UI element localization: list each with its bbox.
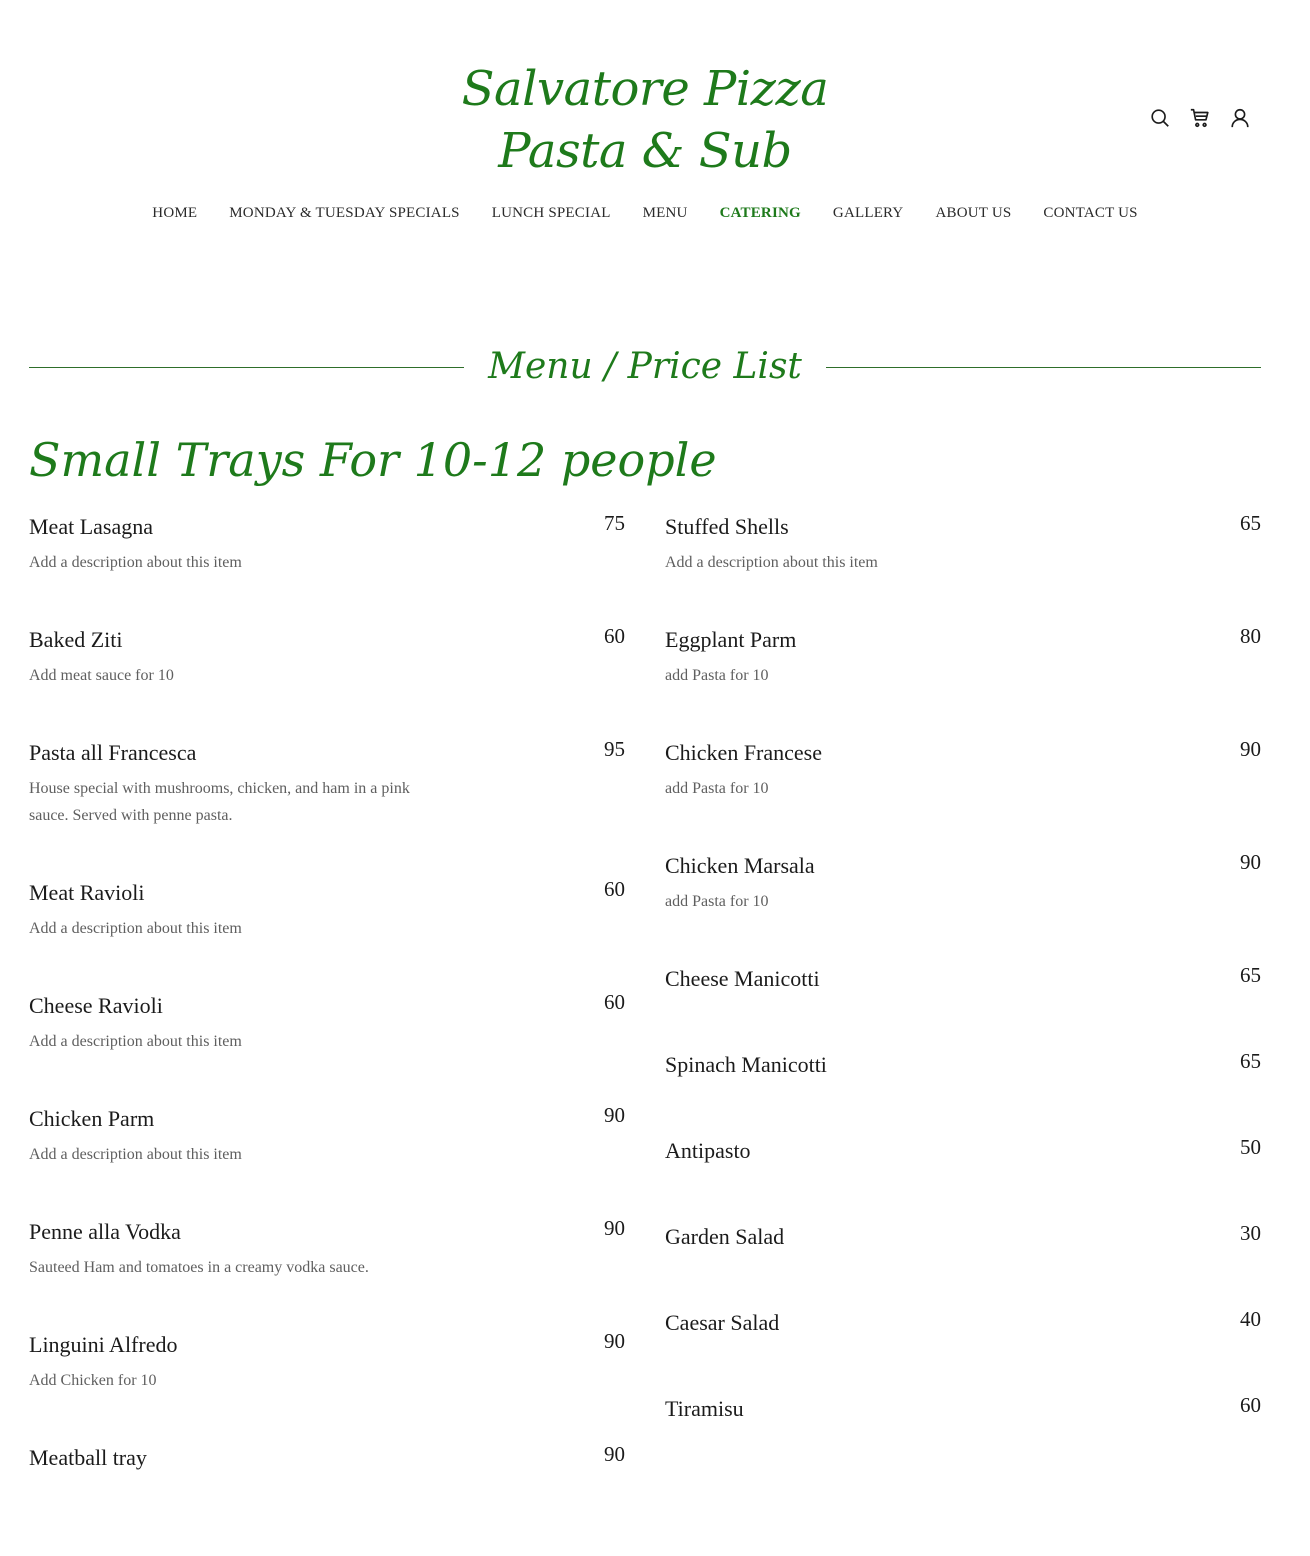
site-title[interactable]: Salvatore Pizza Pasta & Sub [461,61,829,179]
nav-contact-us[interactable]: CONTACT US [1043,205,1138,221]
item-price: 90 [1240,737,1261,761]
menu-item [29,625,625,738]
menu-item [665,738,1261,851]
item-name: Meatball tray [29,1445,147,1470]
item-price: 90 [604,1329,625,1353]
item-name: Cheese Manicotti [665,966,820,991]
item-price: 65 [1240,963,1261,987]
item-price: 40 [1240,1307,1261,1331]
item-name: Meat Ravioli [29,880,145,905]
item-name: Chicken Francese [665,740,822,765]
item-description: House special with mushrooms, chicken, and ham in a pink sauce. Served with penne pasta. [29,780,410,824]
item-price: 80 [1240,624,1261,648]
nav-menu[interactable]: MENU [642,205,688,221]
item-description: add Pasta for 10 [665,667,769,684]
section-heading-row [29,340,1261,394]
item-name: Antipasto [665,1138,751,1163]
header-actions [1148,104,1252,132]
divider-right [826,367,1261,368]
item-price: 90 [604,1216,625,1240]
item-name: Stuffed Shells [665,514,789,539]
nav-monday-tuesday-specials[interactable]: MONDAY & TUESDAY SPECIALS [229,205,460,221]
item-name: Linguini Alfredo [29,1332,178,1357]
menu-item [29,1217,625,1330]
nav-gallery[interactable]: GALLERY [832,205,904,221]
nav-lunch-special[interactable]: LUNCH SPECIAL [491,205,611,221]
item-name: Garden Salad [665,1224,785,1249]
item-description: Add meat sauce for 10 [29,667,174,684]
item-description: Add a description about this item [29,920,242,937]
main-nav [0,205,1290,222]
item-name: Caesar Salad [665,1310,780,1335]
item-name: Penne alla Vodka [29,1219,181,1244]
search-icon[interactable] [1148,104,1172,132]
menu-item [29,1330,625,1443]
menu-column-right [665,512,1261,1480]
item-price: 90 [1240,850,1261,874]
item-price: 90 [604,1442,625,1466]
divider-left [29,367,464,368]
menu-item [665,1050,1261,1136]
menu-column-left [29,512,625,1556]
item-name: Chicken Marsala [665,853,815,878]
item-name: Meat Lasagna [29,514,153,539]
item-name: Cheese Ravioli [29,993,163,1018]
menu-item [665,512,1261,625]
site-header [0,0,1310,250]
item-price: 95 [604,737,625,761]
item-description: Add a description about this item [665,554,878,571]
item-price: 60 [604,877,625,901]
item-description: Sauteed Ham and tomatoes in a creamy vodka sauce. [29,1259,369,1276]
menu-item [665,964,1261,1050]
menu-item [29,512,625,625]
item-name: Baked Ziti [29,627,123,652]
item-name: Tiramisu [665,1396,744,1421]
nav-home[interactable]: HOME [152,205,198,221]
item-name: Spinach Manicotti [665,1052,827,1077]
account-icon[interactable] [1228,104,1252,132]
item-price: 90 [604,1103,625,1127]
menu-item [665,851,1261,964]
nav-about-us[interactable]: ABOUT US [935,205,1012,221]
menu-item [29,991,625,1104]
category-title: Small Trays For 10-12 people [29,433,717,487]
item-name: Pasta all Francesca [29,740,197,765]
item-description: Add Chicken for 10 [29,1372,157,1389]
nav-catering[interactable]: CATERING [719,205,801,221]
item-description: Add a description about this item [29,1033,242,1050]
menu-item [29,738,625,878]
item-name: Eggplant Parm [665,627,797,652]
item-price: 60 [1240,1393,1261,1417]
item-price: 60 [604,990,625,1014]
menu-item [29,878,625,991]
menu-item [665,1394,1261,1480]
item-price: 60 [604,624,625,648]
menu-item [665,1222,1261,1308]
cart-icon[interactable] [1188,104,1212,132]
item-name: Chicken Parm [29,1106,155,1131]
menu-item [29,1104,625,1217]
menu-item [29,1443,625,1556]
item-price: 75 [604,511,625,535]
item-description: add Pasta for 10 [665,893,769,910]
menu-item [665,1308,1261,1394]
menu-item [665,1136,1261,1222]
item-description: add Pasta for 10 [665,780,769,797]
item-description: Add a description about this item [29,1146,242,1163]
item-price: 65 [1240,1049,1261,1073]
item-price: 30 [1240,1221,1261,1245]
item-description: Add a description about this item [29,554,242,571]
item-price: 50 [1240,1135,1261,1159]
item-price: 65 [1240,511,1261,535]
section-heading: Menu / Price List [488,346,802,387]
menu-item [665,625,1261,738]
